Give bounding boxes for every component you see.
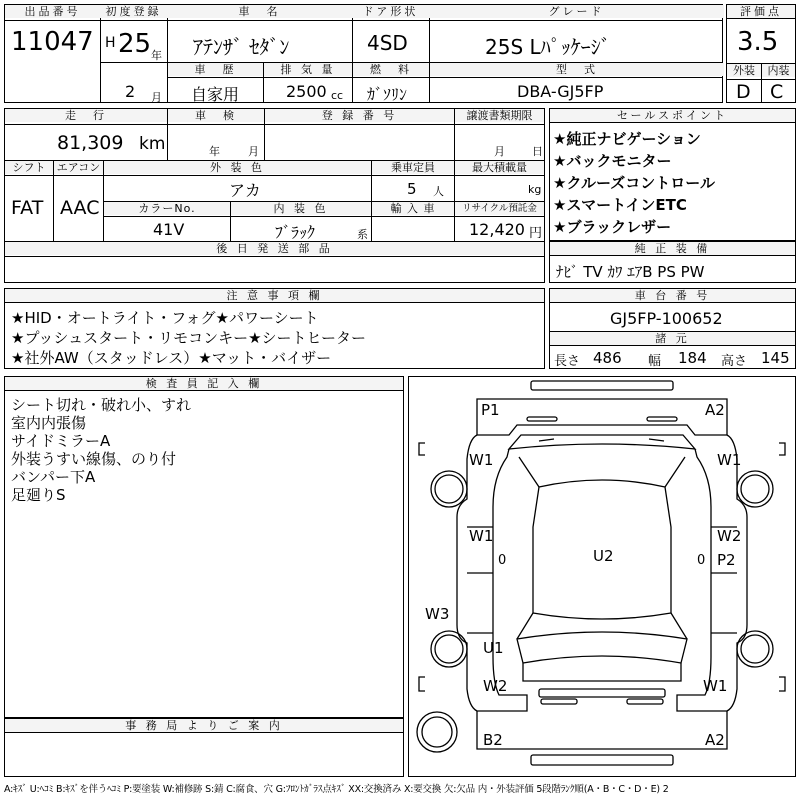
era-letter: H xyxy=(105,35,116,51)
inspection-label: 車 検 xyxy=(168,109,264,122)
first-reg-label: 初度登録 xyxy=(100,5,167,18)
height-label: 高さ xyxy=(721,354,748,369)
sales-item: ★クルーズコントロール xyxy=(553,174,715,192)
mark-w1-left-fender: W1 xyxy=(469,451,494,469)
chassis-block xyxy=(549,288,796,369)
color-value: アカ xyxy=(229,181,261,200)
inspector-label: 検 査 員 記 入 欄 xyxy=(5,377,403,391)
length-value: 486 xyxy=(593,349,622,367)
reg-no-label: 登 録 番 号 xyxy=(265,109,454,122)
seats-unit: 人 xyxy=(433,185,444,198)
wheel-lr xyxy=(431,631,467,667)
wheel-lf xyxy=(431,471,467,507)
rear-panel xyxy=(477,711,727,749)
seats-label: 乗車定員 xyxy=(372,161,454,174)
model-label: 型 式 xyxy=(430,63,724,76)
month-unit: 月 xyxy=(151,91,162,104)
car-name: ｱﾃﾝｻﾞ ｾﾀﾞﾝ xyxy=(193,35,290,59)
chassis-label: 車 台 番 号 xyxy=(550,289,795,303)
color-number: 41V xyxy=(153,220,185,239)
color-label: 外 装 色 xyxy=(104,161,371,174)
score-label: 評価点 xyxy=(727,5,795,19)
insp-month-unit: 月 xyxy=(248,145,259,158)
inspector-line: バンパー下A xyxy=(11,468,96,486)
mark-w2-left-rear: W2 xyxy=(483,677,508,695)
inspector-block xyxy=(4,376,404,718)
front-bumper-bar xyxy=(531,381,673,390)
int-color-value: ﾌﾞﾗｯｸ xyxy=(275,223,316,242)
mark-w3: W3 xyxy=(425,605,450,623)
load-unit: kg xyxy=(528,183,542,196)
load-label: 最大積載量 xyxy=(455,161,544,174)
sales-label: セールスポイント xyxy=(550,109,795,123)
ac-label: エアコン xyxy=(54,161,103,174)
lot-label: 出品番号 xyxy=(5,5,100,18)
inspector-line: 足廻りS xyxy=(11,486,66,504)
specs-block xyxy=(4,108,545,283)
notes-label: 注 意 事 項 欄 xyxy=(5,289,544,303)
reg-month: 2 xyxy=(125,82,136,101)
width-value: 184 xyxy=(678,349,707,367)
mark-w1-right-rear: W1 xyxy=(703,677,728,695)
notes-line: ★プッシュスタート・リモコンキー★シートヒーター xyxy=(11,329,366,347)
header-block xyxy=(4,4,723,103)
disp-label: 排 気 量 xyxy=(264,63,352,76)
import-label: 輸 入 車 xyxy=(372,202,454,215)
fuel-value: ｶﾞｿﾘﾝ xyxy=(367,85,408,104)
height-value: 145 xyxy=(761,349,790,367)
transfer-month-unit: 月 xyxy=(494,145,505,158)
length-label: 長さ xyxy=(554,354,581,369)
inspector-line: 室内内張傷 xyxy=(11,414,87,432)
mileage-value: 81,309 xyxy=(57,132,124,154)
car-diagram xyxy=(409,377,795,776)
rear-window xyxy=(517,632,687,663)
grade-label: グレード xyxy=(429,5,724,18)
mark-u2-roof: U2 xyxy=(593,547,614,565)
sales-points-block xyxy=(549,108,796,241)
mark-a2-rear: A2 xyxy=(705,731,725,749)
color-no-label: カラーNo. xyxy=(104,202,230,215)
mark-u1: U1 xyxy=(483,639,504,657)
transfer-day-unit: 日 xyxy=(532,145,543,158)
door-label: ドア形状 xyxy=(352,5,429,18)
chassis-number: GJ5FP-100652 xyxy=(610,309,723,328)
year-unit: 年 xyxy=(151,49,162,62)
car-name-label: 車 名 xyxy=(167,5,352,18)
inspector-line: 外装うすい線傷、のり付 xyxy=(11,450,177,468)
notes-block xyxy=(4,288,545,369)
ext-label: 外装 xyxy=(727,64,761,77)
width-label: 幅 xyxy=(648,354,662,369)
mark-p2: P2 xyxy=(717,551,736,569)
transfer-label: 譲渡書類期限 xyxy=(455,109,544,122)
wheel-rf xyxy=(737,471,773,507)
score-value: 3.5 xyxy=(737,27,779,57)
wheel-rr xyxy=(737,631,773,667)
int-label: 内装 xyxy=(762,64,795,77)
recycle-label: リサイクル預託金 xyxy=(455,202,544,215)
int-color-unit: 系 xyxy=(357,228,368,241)
sales-item: ★スマートインETC xyxy=(553,196,687,214)
office-label: 事 務 局 よ り ご 案 内 xyxy=(5,719,403,733)
lot-number: 11047 xyxy=(11,27,94,57)
inspector-line: サイドミラーA xyxy=(11,432,111,450)
spare-wheel xyxy=(417,712,457,752)
mark-zero-right: 0 xyxy=(697,553,706,568)
equipment-value: ﾅﾋﾞ TV ｶﾜ ｴｱB PS PW xyxy=(556,263,705,281)
front-panel xyxy=(477,399,727,435)
disp-value: 2500 xyxy=(286,82,327,101)
car-diagram-block xyxy=(408,376,796,777)
notes-list xyxy=(11,309,366,367)
mark-p1: P1 xyxy=(481,401,500,419)
inspector-line: シート切れ・破れ小、すれ xyxy=(11,396,192,414)
mark-w2-right-door: W2 xyxy=(717,527,742,545)
reg-year: 25 xyxy=(118,29,152,59)
mark-w1-left-door: W1 xyxy=(469,527,494,545)
windshield xyxy=(509,435,695,449)
sales-item: ★バックモニター xyxy=(553,152,672,170)
inspector-list xyxy=(11,396,191,504)
equipment-label: 純 正 装 備 xyxy=(550,242,795,256)
notes-line: ★HID・オートライト・フォグ★パワーシート xyxy=(11,309,319,327)
recycle-value: 12,420 xyxy=(469,220,525,239)
seats-value: 5 xyxy=(407,180,417,198)
mark-a2-front: A2 xyxy=(705,401,725,419)
history-value: 自家用 xyxy=(191,85,240,104)
ac-value: AAC xyxy=(60,197,100,219)
int-grade: C xyxy=(770,81,784,103)
later-parts-label: 後 日 発 送 部 品 xyxy=(5,242,544,255)
office-block xyxy=(4,718,404,777)
sales-item: ★ブラックレザー xyxy=(553,218,672,236)
grade: 25S Lﾊﾟｯｹｰｼﾞ xyxy=(485,35,611,59)
model-value: DBA-GJ5FP xyxy=(517,82,604,101)
fuel-label: 燃 料 xyxy=(353,63,429,76)
equipment-block xyxy=(549,241,796,283)
shift-value: FAT xyxy=(11,197,44,219)
mark-b2: B2 xyxy=(483,731,503,749)
mileage-label: 走 行 xyxy=(5,109,167,122)
mileage-unit: km xyxy=(139,134,166,154)
shift-label: シフト xyxy=(5,161,53,174)
door-type: 4SD xyxy=(367,31,408,55)
score-block xyxy=(726,4,796,103)
mark-w1-right-fender: W1 xyxy=(717,451,742,469)
insp-year-unit: 年 xyxy=(209,145,220,158)
ext-grade: D xyxy=(736,81,751,103)
dims-label: 諸 元 xyxy=(550,332,795,346)
history-label: 車 歴 xyxy=(168,63,263,76)
mark-zero-left: 0 xyxy=(498,553,507,568)
int-color-label: 内 装 色 xyxy=(231,202,371,215)
rear-bumper-bar xyxy=(531,755,673,765)
disp-unit: cc xyxy=(331,89,344,102)
recycle-unit: 円 xyxy=(529,226,543,241)
sales-item: ★純正ナビゲーション xyxy=(553,130,701,148)
notes-line: ★社外AW（スタッドレス）★マット・バイザー xyxy=(11,349,332,367)
legend-text: A:ｷｽﾞ U:ﾍｺﾐ B:ｷｽﾞを伴うﾍｺﾐ P:要塗装 W:補修跡 S:錆 C:腐食、穴 G:ﾌﾛﾝﾄｶﾞﾗｽ点ｷｽﾞ XX:交換済み X:要交換 欠:欠品 内・外装評価 5段階ﾗﾝｸ順(A・B・C・D・E) 2 xyxy=(4,784,669,795)
sales-list xyxy=(553,130,715,236)
